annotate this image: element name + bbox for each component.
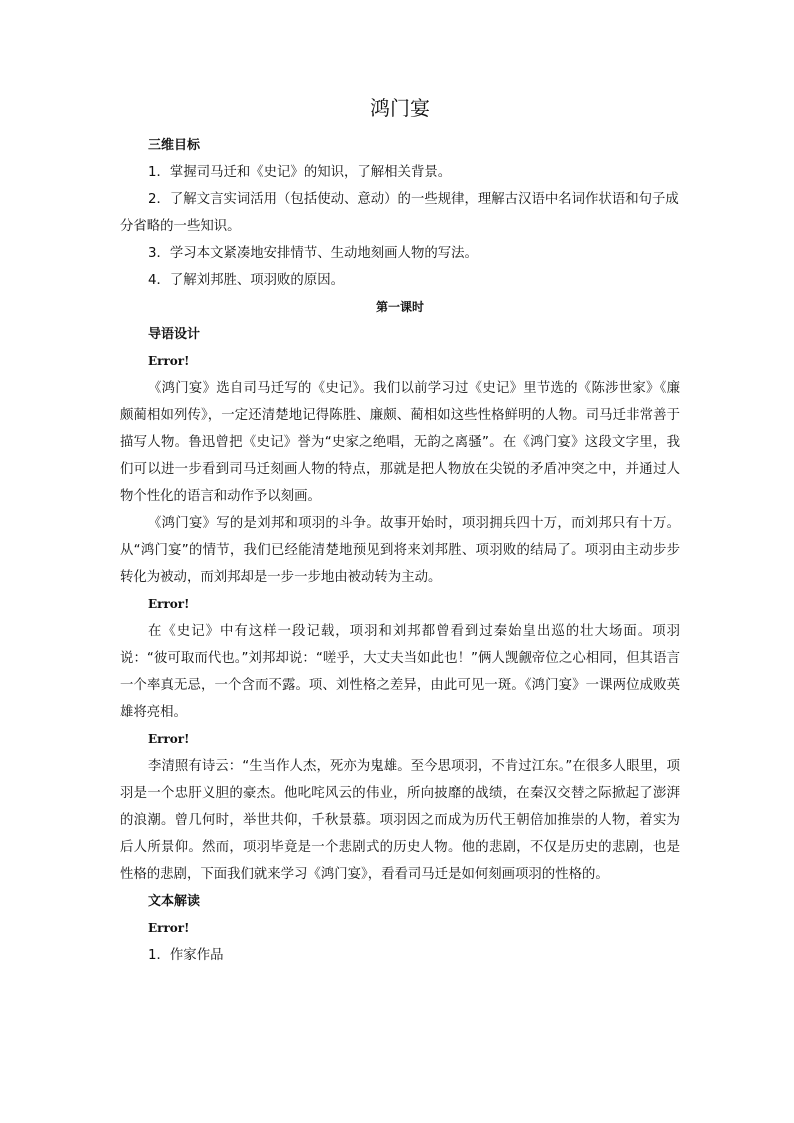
goal-item: 4．了解刘邦胜、项羽败的原因。 — [148, 273, 344, 288]
lesson-heading: 第一课时 — [375, 300, 424, 314]
goal-item: 3．学习本文紧凑地安排情节、生动地刻画人物的写法。 — [148, 246, 478, 261]
error-marker: Error! — [148, 921, 190, 935]
document-body — [120, 94, 680, 969]
paragraph: 《鸿门宴》选自司马迁写的《史记》。我们以前学习过《史记》里节选的《陈涉世家》《廉颇蔺相如列传》，一定还清楚地记得陈胜、廉颇、蔺相如这些性格鲜明的人物。司马迁非常善于描写人物。鲁迅曾把《史记》誉为“史家之绝唱，无韵之离骚”。在《鸿门宴》这段文字里，我们可以进一步看到司马迁刻画人物的特点，那就是把人物放在尖锐的矛盾冲突之中，并通过人物个性化的语言和动作予以刻画。 — [120, 381, 680, 504]
paragraph: 李清照有诗云：“生当作人杰，死亦为鬼雄。至今思项羽，不肯过江东。”在很多人眼里，项羽是一个忠肝义胆的豪杰。他叱咤风云的伟业，所向披靡的战绩，在秦汉交替之际掀起了澎湃的浪潮。曾几何时，举世共仰，千秋景慕。项羽因之而成为历代王朝倍加推崇的人物，着实为后人所景仰。然而，项羽毕竟是一个悲剧式的历史人物。他的悲剧，不仅是历史的悲剧，也是性格的悲剧，下面我们就来学习《鸿门宴》，看看司马迁是如何刻画项羽的性格的。 — [120, 759, 680, 882]
document-title: 鸿门宴 — [370, 96, 430, 120]
section-heading-goals: 三维目标 — [148, 138, 201, 153]
paragraph: 在《史记》中有这样一段记载，项羽和刘邦都曾看到过秦始皇出巡的壮大场面。项羽说：“彼可取而代也。”刘邦却说：“嗟乎，大丈夫当如此也！”俩人觊觎帝位之心相同，但其语言一个率真无忌，一个含而不露。项、刘性格之差异，由此可见一斑。《鸿门宴》一课两位成败英雄将亮相。 — [120, 624, 680, 720]
section-heading-reading: 文本解读 — [148, 894, 201, 909]
error-marker: Error! — [148, 354, 190, 368]
list-item: 1．作家作品 — [148, 948, 224, 963]
paragraph: 《鸿门宴》写的是刘邦和项羽的斗争。故事开始时，项羽拥兵四十万，而刘邦只有十万。从“鸿门宴”的情节，我们已经能清楚地预见到将来刘邦胜、项羽败的结局了。项羽由主动步步转化为被动，而刘邦却是一步一步地由被动转为主动。 — [120, 516, 680, 585]
error-marker: Error! — [148, 732, 190, 746]
goal-item: 2．了解文言实词活用（包括使动、意动）的一些规律，理解古汉语中名词作状语和句子成分省略的一些知识。 — [120, 192, 679, 234]
goal-item: 1．掌握司马迁和《史记》的知识，了解相关背景。 — [148, 165, 452, 180]
section-heading-intro: 导语设计 — [148, 327, 201, 342]
error-marker: Error! — [148, 597, 190, 611]
